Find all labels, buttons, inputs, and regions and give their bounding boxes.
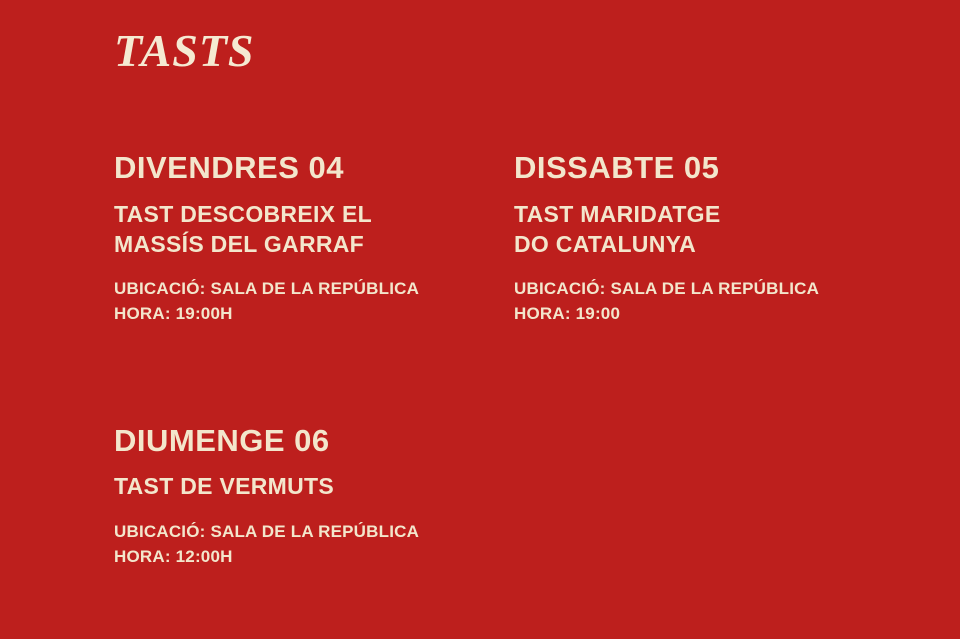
events-row-1 — [114, 150, 914, 327]
event-name-line1: TAST DE VERMUTS — [114, 473, 335, 500]
event-card-diumenge — [114, 423, 514, 570]
event-location: UBICACIÓ: SALA DE LA REPÚBLICA — [514, 279, 820, 299]
event-name-line1: TAST DESCOBREIX EL — [114, 200, 372, 227]
event-day: DIUMENGE 06 — [114, 422, 330, 458]
event-day: DISSABTE 05 — [514, 150, 720, 185]
event-time: HORA: 19:00H — [114, 304, 233, 324]
event-time: HORA: 12:00H — [114, 546, 233, 566]
event-card-divendres — [114, 150, 514, 327]
event-name-line2: MASSÍS DEL GARRAF — [114, 230, 365, 257]
page-title: TASTS — [114, 25, 255, 76]
event-location: UBICACIÓ: SALA DE LA REPÚBLICA — [114, 522, 420, 542]
event-time: HORA: 19:00 — [514, 304, 621, 324]
event-name-line1: TAST MARIDATGE — [514, 200, 721, 227]
event-card-placeholder — [514, 423, 914, 570]
events-row-2 — [114, 423, 914, 570]
event-name-line2: DO CATALUNYA — [514, 230, 697, 257]
event-name — [114, 200, 494, 260]
event-name — [514, 200, 894, 260]
event-location: UBICACIÓ: SALA DE LA REPÚBLICA — [114, 279, 420, 299]
event-name — [114, 472, 494, 502]
events-grid — [114, 150, 914, 570]
event-card-dissabte — [514, 150, 914, 327]
event-day: DIVENDRES 04 — [114, 150, 344, 185]
row-spacer — [114, 327, 914, 423]
